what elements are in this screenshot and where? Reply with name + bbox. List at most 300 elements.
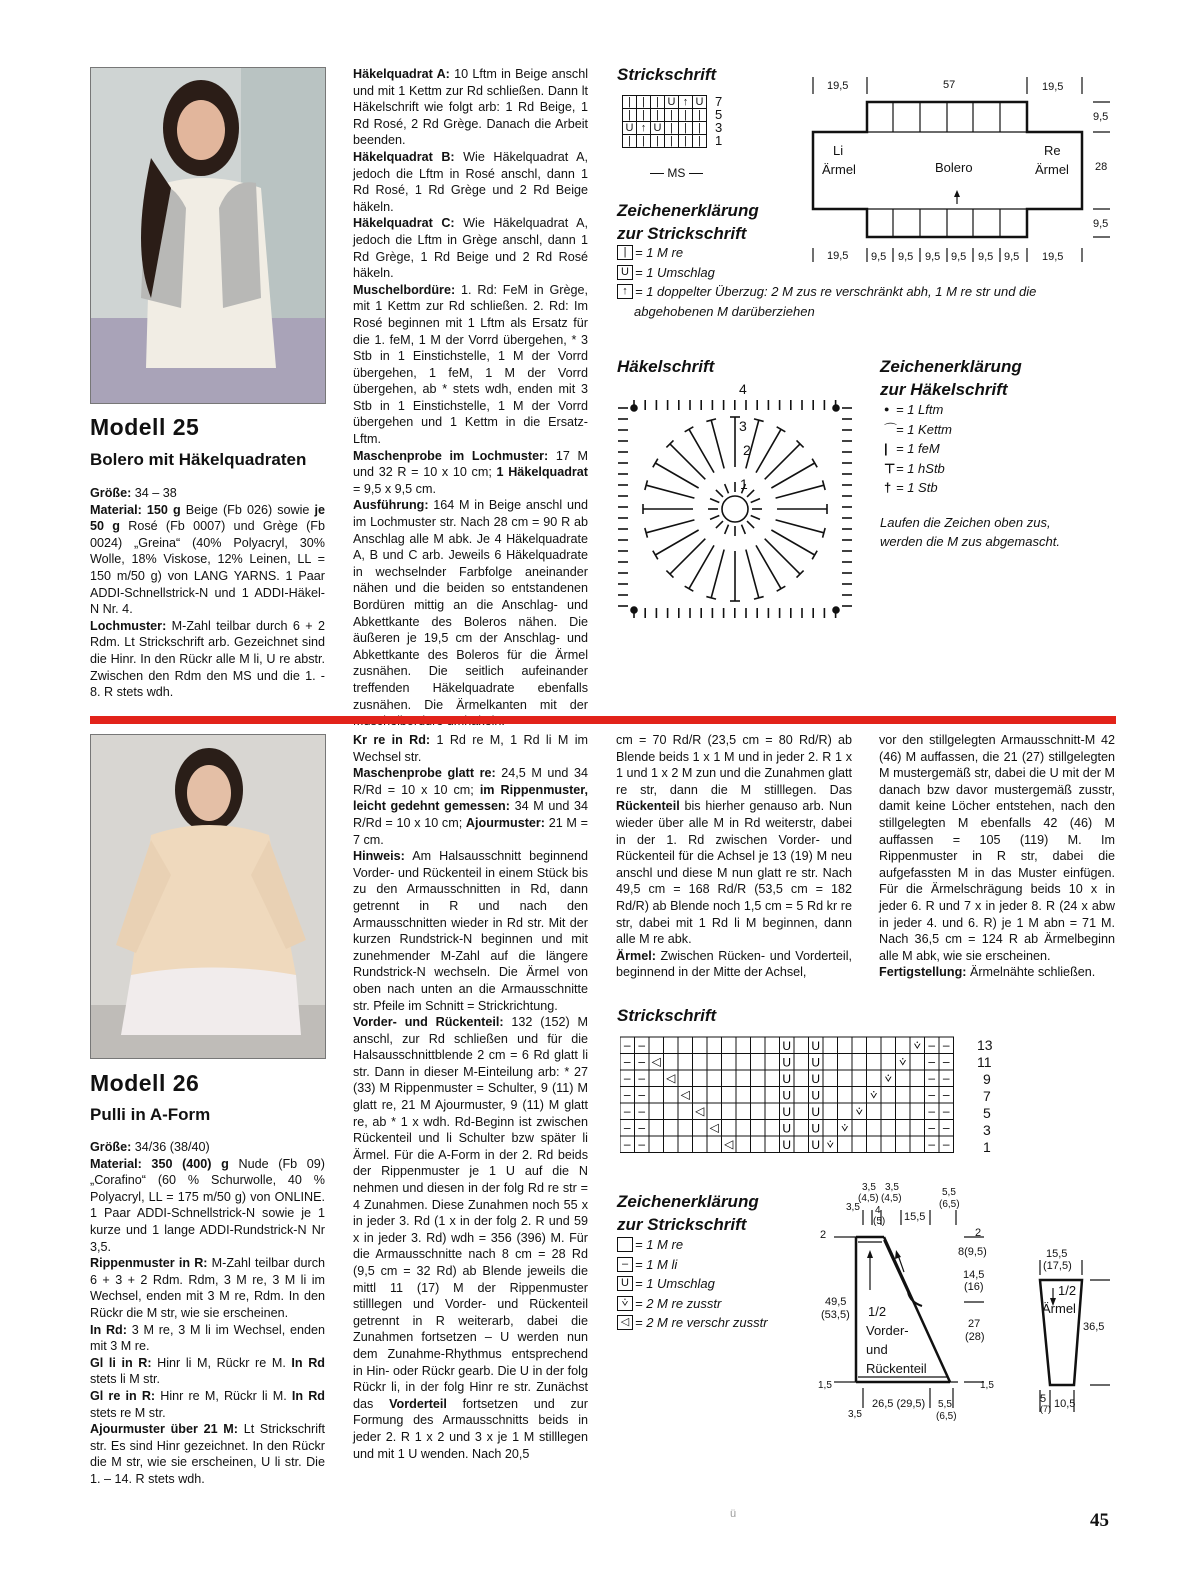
purl-mark: – [942,1038,950,1052]
legend-text: = 1 Umschlag [635,264,715,280]
row-number: 13 [977,1037,993,1053]
dim-label: (16) [964,1281,984,1293]
label: im Rippenmuster, leicht gedehnt gemessen: [353,782,589,814]
dim-label: 4 [875,1205,881,1216]
label: Größe: [90,1140,132,1154]
purl-mark: – [942,1054,950,1069]
chart-cell [693,1070,708,1087]
legend-row [617,1294,768,1314]
legend-text: = 1 M re [635,245,684,260]
round-label: 2 [743,442,751,458]
chart-cell [707,1103,722,1120]
slip-stitch-symbol: ⌒ [884,421,898,437]
inner-stitch [716,490,723,497]
model-25-title: Modell 25 [90,414,200,440]
purl-mark: – [623,1038,631,1052]
text: 132 (152) M anschl, zur Rd schließen und für die Halsausschnittblende 2 cm = 6 Rd glatt li str. Dann in dieser M-Einteilung arb: * 27 (33) M Rippenmuster = Schulter, 9 (11) M glatt re, 21 M Ajourmuster, 9 (11) M glatt re, ab * 1 x wdh. Rd-Beginn ist zwischen Rückenteil und li Schulter bzw später li Ärmel. Für die A-Form in der 2. Rd beids der Rippenmuster je 1 U auf die N nehmen und diesen in der folg Rd re str = 4 Zunahmen. Diese Zunahmen noch 55 x in jeder 3. Rd (1 x in der folg 2. R und 59 x in jeder 3. Rd) wdh = 356 (396) M. Für die Armausschnitte nach 8 cm = 28 Rd (9,5 cm = 32 Rd) ab Blende jeweils die mittl 11 (17) M der Rippenmuster stilllegen und Vorder- und Rückenteil getrennt in R weiterarb, dabei die Zunahmen fortsetzen – U werden nun dem Zunahme-Rhythmus entsprechend in Hin- oder Rückr gearb. Die U in der folg Rückr li, in der folg Hinr re str. Zunächst das [353,1015,588,1411]
dim-label: (6,5) [939,1199,960,1210]
legend-text: = 1 Umschlag [635,1276,715,1291]
row-number: 1 [983,1139,991,1155]
purl-mark: – [623,1120,631,1135]
model-25-ms-label [650,166,703,180]
model-25-instructions [353,66,588,730]
text: 17 M und 32 R = 10 x 10 cm; [353,448,588,480]
ssk-mark: ◁ [724,1137,734,1151]
purl-mark: – [942,1104,950,1118]
chart-cell [867,1136,882,1153]
chart-cell [910,1136,925,1153]
purl-mark: – [638,1071,646,1085]
label: In Rd [291,1388,325,1403]
chart-cell [751,1120,766,1137]
chart-cell [838,1103,853,1120]
label: Kr re in Rd: [353,733,431,747]
chart-cell [693,1087,708,1104]
yarn-over-mark: U [782,1105,792,1119]
legend-row [617,1313,768,1333]
text: vor den stillgelegten Armausschnitt-M 42 (46) M auffassen, die 21 (27) stillgelegten M mustergemäß str, dabei die U mit der M danach bzw davor mustergemäß zusstr, damit keine Löcher entstehen, nach den stillgelegten M ebenfalls 42 (46) M auffassen = 105 (119) M. Im Rippenmuster in R str, dabei die aufgefassten M in das Muster einfügen. Für die Ärmelschrägung beids 10 x in jeder 6. R und 7 x in jeder 8. R (24 x abw in jeder 4. und 6. R) je 1 M abn = 71 M. Nach 36,5 cm = 124 R ab Ärmelbeginn alle M abk, wie sie erscheinen. [879,733,1115,963]
dim-label: 15,5 [904,1211,926,1223]
legend-text: = 1 doppelter Überzug: 2 M zus re verschränkt abh, 1 M re str und die [635,284,1037,299]
stitch-spoke [776,520,824,533]
ssk-mark: ◁ [666,1071,676,1085]
legend-row [884,439,952,459]
purl-mark: – [928,1038,936,1052]
purl-mark: – [928,1087,936,1102]
legend-text: abgehobenen M darüberziehen [634,303,815,319]
dim-label: 3,5 [848,1409,862,1420]
chart-cell [896,1120,911,1137]
chart-cell: U [623,122,637,135]
model-26-instructions-col4 [879,732,1115,981]
chart-cell [736,1120,751,1137]
dim-label: 27 [968,1318,981,1330]
chart-cell: | [623,109,637,122]
chart-cell [910,1070,925,1087]
legend-row [884,400,952,420]
stitch-spoke [776,485,824,498]
text: 164 M in Beige anschl und im Lochmuster str. Nach 28 cm = 90 R ab Anschlag alle M abk. Je 4 Häkelquadrate A, B und C arb. Jeweils 6 Häkelquadrate in wechselnder Farbfolge aneinander nähen und die beiden so entstandenen Bordüren mittig an die Anschlag- und Abkettkante des Boleros nähen. Die äußeren je 19,5 cm der Anschlag- und Abkettkante des Boleros für die Ärmel zusnähen. Die seitlich aufeinander treffenden Häkelquadrate ebenfalls zusnähen. Die Ärmelkanten mit der [353,498,588,712]
label: Rippenmuster in R: [90,1256,208,1271]
row-number: 3 [983,1122,991,1138]
chart-cell: | [623,96,637,109]
text: 34/36 (38/40) [131,1140,210,1154]
chart-cell [664,1054,679,1071]
chart-cell [664,1037,679,1054]
chart-cell: | [637,135,651,148]
stitch-spoke [711,420,724,468]
chart-cell [823,1103,838,1120]
purl-mark: – [928,1071,936,1085]
row-number: 9 [983,1071,991,1087]
chart-cell [707,1054,722,1071]
stitch-top [777,586,786,591]
text: Wie Häkelquadrat A, jedoch die Lftm in Grège anschl, dann 1 Rd Grège, 1 Rd Beige und 2 Rd Rosé häkeln. [353,216,588,281]
purl-mark: – [942,1120,950,1135]
legend-title-line2: zur Häkelschrift [880,380,1008,399]
chart-cell [664,1103,679,1120]
purl-mark: – [928,1137,936,1151]
label: Muschelbordüre: [353,282,456,297]
inner-stitch [725,484,729,493]
model-26-sleeve-schematic [1030,1240,1112,1418]
legend-text: = 1 Stb [896,480,938,495]
label: In Rd [291,1355,325,1370]
chart-cell [736,1136,751,1153]
chart-cell [693,1136,708,1153]
chart-cell: | [637,96,651,109]
chart-cell: | [623,135,637,148]
chart-cell: | [651,109,665,122]
stitch-top [777,427,786,432]
model-25-strickschrift-title: Strickschrift [617,65,717,84]
yarn-over-symbol: U [617,1276,633,1291]
chart-cell [765,1087,780,1104]
text: Rosé (Fb 0007) und Grège (Fb 0024) „Greina“ (40% Polyacryl, 30% Wolle, 18% Viskose, 12% Leinen, LL = 150 m/50 g) von LANG YARNS. 1 Paar ADDI-Schnellstrick-N und 1 ADDI-Häkel-N Nr. 4. [90,519,326,617]
dim-label: 2 [975,1227,982,1239]
k2tog-mark: ⩒ [884,1071,892,1085]
purl-mark: – [638,1054,646,1069]
text: 21 M = 7 cm. [353,815,588,847]
chart-cell [678,1054,693,1071]
label: Ajourmuster über 21 M: [90,1422,238,1437]
direction-arrow [867,1250,873,1258]
chart-cell [736,1103,751,1120]
text: Nude (Fb 09) „Corafino“ (60 % Schurwolle, 40 % Polyacryl, LL = 175 m/50 g) von ONLINE. 1 Paar ADDI-Schnellstrick-N sowie je 1 kurze und 1 lange ADDI-Rundstrick-N Nr 3,5. [90,1156,325,1254]
label: Hinweis: [353,849,405,864]
purl-mark: – [928,1120,936,1135]
chart-cell [693,1037,708,1054]
k2tog-symbol: ⩒ [617,1296,633,1311]
dim-label: 19,5 [1042,81,1064,93]
row-number: 7 [715,94,723,109]
chart-cell [678,1120,693,1137]
stitch-top [685,427,694,432]
text: Beige (Fb 026) sowie [180,502,315,517]
chart-cell [867,1054,882,1071]
text: 3 M re, 3 M li im Wechsel, enden mit 3 M re. [90,1322,325,1354]
chain-symbol: ● [884,404,890,414]
dim-label: (28) [965,1331,985,1343]
piece-label: 1/2 [868,1304,887,1319]
row-number: 1 [715,133,723,148]
text: Ärmelnähte schließen. [966,965,1096,980]
legend-text: = 1 Lftm [896,402,944,417]
yarn-over-mark: U [811,1105,821,1119]
chart-cell [751,1054,766,1071]
stitch-top [812,459,817,468]
model-25-crochet-chart [612,380,858,636]
chart-cell [765,1103,780,1120]
model-26-lace-chart [620,1035,1005,1159]
dim-label: 5,5 [942,1187,956,1198]
dim-label: 15,5 [1046,1248,1068,1260]
label: Vorder- und Rückenteil: [353,1015,504,1030]
label: Gl re in R: [90,1388,156,1403]
chart-cell [751,1087,766,1104]
chart-cell [867,1070,882,1087]
model-26-subtitle: Pulli in A-Form [90,1105,211,1124]
yarn-over-mark: U [782,1121,792,1136]
piece-label: und [866,1342,888,1357]
inner-stitch [710,516,719,520]
chart-cell: ↑ [679,96,693,109]
left-sleeve-label: Ärmel [822,162,856,177]
chart-row [623,109,723,122]
chart-cell [881,1120,896,1137]
dim-label: 26,5 (29,5) [872,1398,926,1410]
chart-cell [896,1087,911,1104]
chart-cell: U [665,96,679,109]
dim-label: 2 [820,1229,827,1241]
chart-cell [881,1037,896,1054]
dim-label: 9,5 [1093,111,1109,123]
chart-cell [722,1103,737,1120]
chart-cell [736,1070,751,1087]
legend-row [884,478,952,498]
legend-text: = 1 feM [896,441,940,456]
inner-stitch [751,516,760,520]
purl-mark: – [928,1104,936,1118]
chart-cell [751,1070,766,1087]
chart-cell: | [693,135,707,148]
text: cm = 70 Rd/R (23,5 cm = 80 Rd/R) ab Blende beids 1 x 1 M und in jeder 2. R 1 x 1 und 1 x 2 M zun und die Zunahmen glatt re str, dann die M stilllegen. Das [616,733,852,797]
knit-symbol: | [617,245,633,260]
model-25-materials [90,485,325,701]
chart-cell [794,1136,809,1153]
text: 1. Rd: FeM in Grège, mit 1 Kettm zur Rd schließen. 2. Rd: Im Rosé beginnen mit 1 Lftm als Ersatz für die 1. feM, 1 M der Vorrd übergehen, * 3 Stb in 1 Einstichstelle, 1 M der Vorrd übergehen, 1 feM, 1 M der Vorrd übergehen, ab * stets wdh, enden mit 3 Stb in 1 Einstichstelle, 1 M der Vorrd übergehen und 1 Kettm in die Ersatz-Lftm. [353,282,588,447]
legend-title-line2: zur Strickschrift [617,1215,747,1234]
chart-cell [794,1087,809,1104]
text: Hinr re M, Rückr li M. [155,1388,292,1403]
chart-cell [794,1037,809,1054]
inner-stitch [742,525,746,534]
bolero-label: Bolero [935,160,973,175]
chart-cell [838,1037,853,1054]
label: Häkelquadrat C: [353,216,455,231]
label: 1 Häkelquadrat [496,465,589,480]
model-26-legend [617,1235,768,1333]
dim-label: 8(9,5) [958,1246,987,1258]
chart-cell: U [693,96,707,109]
model-25-subtitle: Bolero mit Häkelquadraten [90,450,307,469]
k2tog-mark: ⩒ [826,1137,834,1151]
row-number: 3 [715,120,723,135]
chart-row [623,135,723,148]
legend-row [617,1235,768,1255]
label: Maschenprobe glatt re: [353,766,496,781]
text: 34 – 38 [131,486,177,500]
stitch-spoke [711,550,724,598]
corner-chain [631,405,637,411]
chart-cell [852,1070,867,1087]
chart-cell [693,1120,708,1137]
model-26-strickschrift-title: Strickschrift [617,1006,717,1025]
stitch-top [812,551,817,560]
purl-mark: – [942,1137,950,1151]
dim-label: 9,5 [925,251,941,263]
text: bis hierher genauso arb. Nun wieder über alle M in Rd weiterstr, dabei in der 1. Rd zwischen Vorder- und Rückenteil für die Achsel je 13 (19) M neu anschl und diese M nun glatt re str. Nach 49,5 cm = 168 Rd/R (53,5 cm = 182 Rd/R) ab Blende noch 1,5 cm = 5 Rd kr re str, dabei mit 1 Rd li M beginnen, dann alle M re abk. [616,799,852,947]
text: Lt Strickschrift str. Es sind Hinr gezeichnet. In den Rückr die M str, wie sie erscheinen, U li str. Die 1. – 14. R stets wdh. [90,1422,325,1486]
text: = 9,5 x 9,5 cm. [353,481,436,496]
model-25-haekel-title: Häkelschrift [617,357,715,376]
chart-cell [896,1037,911,1054]
dim-label: 3,5 [846,1202,860,1213]
yarn-over-mark: U [811,1121,821,1136]
yarn-over-symbol: U [617,265,633,280]
chart-cell [722,1037,737,1054]
chart-cell [751,1037,766,1054]
dim-label: (53,5) [821,1309,850,1321]
purl-mark: – [623,1137,631,1151]
ssk-mark: ◁ [651,1054,661,1069]
double-crochet-symbol: † [884,480,892,495]
right-sleeve-label: Re [1044,143,1061,158]
label: Maschenprobe im Lochmuster: [353,448,549,463]
dim-label: 9,5 [1093,218,1109,230]
text: 34 M und 34 R/Rd = 10 x 10 cm; [353,799,588,830]
chart-cell: | [665,135,679,148]
purl-mark: – [638,1038,646,1052]
chart-cell [765,1037,780,1054]
legend-title-line1: Zeichenerklärung [880,357,1022,376]
center-ring [722,496,748,522]
chart-cell: | [651,96,665,109]
yarn-over-mark: U [811,1138,821,1152]
chart-cell [765,1054,780,1071]
row-number: 11 [977,1054,992,1070]
chart-cell [867,1120,882,1137]
round-label: 1 [740,476,748,492]
chart-cell [896,1103,911,1120]
stitch-spoke [646,520,694,533]
chart-cell [751,1136,766,1153]
dim-label: 9,5 [951,251,967,263]
chart-cell [823,1070,838,1087]
stitch-top [653,551,658,560]
legend-title-line1: Zeichenerklärung [617,1192,759,1211]
text: Wie Häkelquadrat A, jedoch die Lftm in Rosé anschl, dann 1 Rd Rosé, 1 Rd Grège und 2 Rd Beige häkeln. [353,149,588,214]
chart-cell: | [679,122,693,135]
chart-row [623,96,723,109]
label: Häkelquadrat B: [353,149,455,164]
chart-cell [881,1103,896,1120]
chart-cell [896,1136,911,1153]
purl-mark: – [942,1071,950,1085]
model-26-materials [90,1139,325,1487]
label: Ärmel: [616,948,656,963]
inner-stitch [710,499,719,503]
chart-cell [664,1136,679,1153]
chart-cell [722,1120,737,1137]
dim-label: 9,5 [978,251,994,263]
dim-label: 10,5 [1054,1398,1076,1410]
text: M-Zahl teilbar durch 6 + 3 + 2 Rdm. Rdm, 3 M re, 3 M li im Wechsel, enden mit 3 M re, Rdm. In den Rückr die M str, wie sie erscheinen. [90,1256,325,1320]
chart-cell [736,1054,751,1071]
dim-label: 19,5 [827,250,849,262]
yarn-over-mark: U [782,1088,792,1103]
label: Gl li in R: [90,1355,152,1370]
footer-mark: ü [730,1508,737,1520]
chart-cell [722,1054,737,1071]
text: Hinr li M, Rückr re M. [151,1355,292,1370]
chart-cell [910,1054,925,1071]
chart-cell [867,1037,882,1054]
model-26-photo [90,734,326,1059]
chart-cell [736,1087,751,1104]
chart-cell [693,1054,708,1071]
chart-cell [896,1070,911,1087]
chart-cell: | [665,122,679,135]
purl-mark: – [638,1087,646,1102]
legend-text: = 2 M re verschr zusstr [635,1315,768,1330]
legend-row [617,1274,768,1294]
chart-cell [838,1136,853,1153]
purl-mark: – [638,1137,646,1151]
chart-cell [649,1070,664,1087]
label: Material: 150 g [90,502,181,517]
chart-cell: | [693,109,707,122]
dim-label: (6,5) [936,1411,957,1422]
chart-cell [852,1037,867,1054]
model-26-legend-title [617,1190,759,1236]
dim-label: 3,5 [885,1182,899,1193]
chart-cell [823,1037,838,1054]
chart-cell [707,1070,722,1087]
chart-cell [881,1087,896,1104]
stitch-top [685,586,694,591]
text: stets li M str. [90,1372,160,1387]
k2tog-mark: ⩒ [899,1054,907,1069]
chart-cell [881,1136,896,1153]
corner-chain [833,405,839,411]
k2tog-mark: ⩒ [855,1104,863,1118]
chart-cell [838,1054,853,1071]
corner-chain [631,607,637,613]
half-double-symbol: ⊤ [884,460,896,476]
label: Lochmuster: [90,618,167,633]
single-crochet-symbol: | [884,441,888,456]
purl-mark: – [623,1071,631,1085]
label: Häkelquadrat A: [353,67,450,81]
model-25-legend-title [617,199,759,245]
section-divider [90,716,1116,724]
yarn-over-mark: U [811,1055,821,1070]
model-25-haekel-legend-title [880,355,1022,401]
ssk-mark: ◁ [680,1087,690,1102]
model-25-haekel-legend [884,400,952,498]
legend-text: = 2 M re zusstr [635,1295,722,1311]
inner-stitch [747,490,754,497]
chart-cell: | [679,109,693,122]
chart-cell [867,1103,882,1120]
model-26-instructions-col3 [616,732,852,981]
chart-cell [664,1087,679,1104]
dim-label: 57 [943,79,956,91]
legend-row [617,302,1087,322]
dim-label: 5 [1040,1393,1047,1405]
chart-cell [649,1087,664,1104]
dim-label: 5,5 [938,1399,952,1410]
chart-cell [838,1070,853,1087]
chart-cell: | [665,109,679,122]
yarn-over-mark: U [782,1055,792,1070]
chart-cell [649,1103,664,1120]
model-25-haekel-note: Laufen die Zeichen oben zus, werden die M zus abgemascht. [880,515,1060,549]
chart-cell [794,1070,809,1087]
chart-cell [794,1120,809,1137]
stitch-spoke [746,550,759,598]
